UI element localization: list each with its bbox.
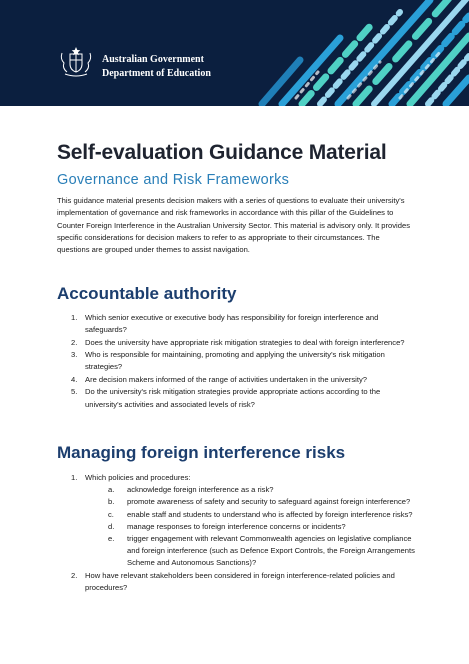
sub-list (85, 484, 417, 569)
item-number: 3. (71, 350, 78, 360)
page-title: Self-evaluation Guidance Material (57, 141, 387, 164)
sub-item-text: enable staff and students to understand who is affected by foreign interference risks? (127, 509, 413, 519)
sub-list-item (99, 484, 417, 496)
sub-item-letter: e. (108, 534, 115, 544)
item-text: Are decision makers informed of the range of activities undertaken in the university? (85, 374, 367, 384)
sub-item-letter: a. (108, 485, 115, 495)
list-item (57, 312, 417, 336)
list-item (57, 570, 417, 594)
item-number: 2. (71, 570, 78, 580)
list-item (57, 472, 417, 570)
section-heading-managing-risks: Managing foreign interference risks (57, 443, 346, 462)
sub-item-text: manage responses to foreign interference concerns or incidents? (127, 521, 346, 531)
sub-item-letter: c. (108, 509, 114, 519)
sub-item-text: trigger engagement with relevant Commonwealth agencies on legislative compliance and foreign interference (such as Defence Export Controls, the Foreign Arrangements Scheme and Autonomous Sanctions)? (127, 534, 415, 568)
section-heading-accountable-authority: Accountable authority (57, 284, 237, 303)
government-name: Australian Government (102, 54, 204, 65)
sub-list-item (99, 509, 417, 521)
sub-list-item (99, 496, 417, 508)
sub-item-letter: d. (108, 521, 115, 531)
sub-item-text: promote awareness of safety and security to safeguard against foreign interference? (127, 497, 411, 507)
intro-paragraph: This guidance material presents decision makers with a series of questions to evaluate their university's implementation of governance and risk frameworks in accordance with this pillar of the Guidelines to Counter Foreign Interference in the Australian University Sector. This material is advisory only. It provides specific considerations for decision makers to refer to as appropriate to their circumstances. The questions are grouped under themes to assist navigation. (57, 196, 410, 255)
item-number: 1. (71, 473, 78, 482)
item-number: 2. (71, 337, 78, 347)
sub-item-letter: b. (108, 497, 115, 507)
item-number: 5. (71, 387, 78, 397)
list-item (57, 349, 417, 373)
item-text: Which senior executive or executive body has responsibility for foreign interference and safeguards? (85, 313, 379, 335)
sub-list-item (99, 521, 417, 533)
item-number: 1. (71, 313, 78, 322)
sub-item-text: acknowledge foreign interference as a risk? (127, 485, 274, 495)
managing-risks-questions (57, 472, 417, 595)
list-item (57, 374, 417, 386)
accountable-authority-questions (57, 312, 417, 411)
item-text: Do the university's risk mitigation strategies provide appropriate actions according to the university's activities and associated levels of risk? (85, 387, 381, 409)
header-banner (0, 0, 469, 106)
item-text: Who is responsible for maintaining, promoting and applying the university's risk mitigation strategies? (85, 350, 385, 372)
list-item (57, 337, 417, 349)
item-text: How have relevant stakeholders been considered in foreign interference-related policies and procedures? (85, 570, 395, 593)
item-text: Which policies and procedures: (85, 473, 191, 482)
list-item (57, 386, 417, 410)
coat-of-arms-icon (57, 45, 95, 79)
sub-list-item (99, 533, 417, 570)
item-number: 4. (71, 374, 78, 384)
item-text: Does the university have appropriate risk mitigation strategies to deal with foreign interference? (85, 337, 405, 347)
page-subtitle: Governance and Risk Frameworks (57, 172, 290, 188)
department-name: Department of Education (102, 68, 211, 79)
